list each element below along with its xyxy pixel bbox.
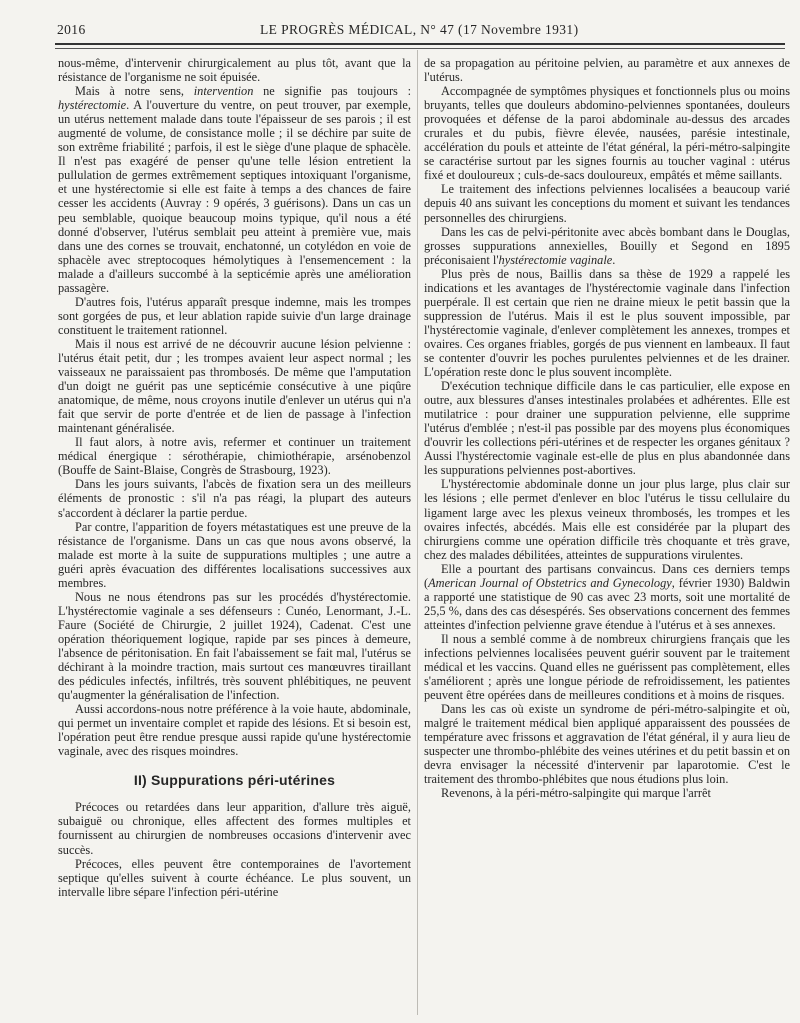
- paragraph: Plus près de nous, Baillis dans sa thèse de 1929 a rappelé les indications et les avantages de l'hystérectomie vaginale dans l'infection puerpérale. Il est certain que rien ne draine mieux le petit bassin que la suppression de l'utérus. Mais il est le plus souvent impossible, par l'hystérectomie vaginale, d'enlever complètement les annexes, trompes et ovaires. Ces organes friables, gorgés de pus viennent en lambeaux. Il faut se contenter d'ouvrir les poches purulentes pelviennes et de les drainer. L'opération reste donc le plus souvent incomplète.: [424, 266, 790, 380]
- right-column: [424, 56, 790, 800]
- paragraph: Précoces ou retardées dans leur apparition, d'allure très aiguë, subaiguë ou chronique, elles affectent des formes multiples et fournissent au chirurgien de nombreuses occasions d'intervenir avec succès.: [58, 800, 411, 857]
- paragraph: Mais il nous est arrivé de ne découvrir aucune lésion pelvienne : l'utérus était petit, dur ; les trompes avaient leur aspect normal ; les vaisseaux ne paraissaient pas thrombosés. De même que l'amputation d'un doigt ne guérit pas une septicémie consécutive à une piqûre anatomique, de même, nous croyons inutile d'enlever un utérus qui n'a fait que servir de porte d'entrée et de lien de passage à l'infection maintenant généralisée.: [58, 336, 411, 436]
- paragraph: Le traitement des infections pelviennes localisées a beaucoup varié depuis 40 ans suivant les conceptions du moment et suivant les tendances personnelles des chirurgiens.: [424, 182, 790, 225]
- paragraph: nous-même, d'intervenir chirurgicalement au plus tôt, avant que la résistance de l'organisme ne soit épuisée.: [58, 56, 411, 85]
- paragraph: Par contre, l'apparition de foyers métastatiques est une preuve de la résistance de l'organisme. Dans un cas que nous avons observé, la malade est morte à la suite de suppurations multiples ; une autre a guéri après évacuation des différentes localisations successives aux membres.: [58, 519, 411, 590]
- journal-title: American Journal of Obstetrics and Gynecology: [428, 575, 672, 590]
- paragraph: Dans les jours suivants, l'abcès de fixation sera un des meilleurs éléments de pronostic : s'il n'a pas réagi, la plupart des auteurs s'accordent à déclarer la partie perdue.: [58, 477, 411, 520]
- paragraph: Aussi accordons-nous notre préférence à la voie haute, abdominale, qui permet un inventaire complet et rapide des lésions. Et si besoin est, l'opération peut être rendue presque aussi rapide qu'une hystérectomie vaginale, avec des risques moindres.: [58, 702, 411, 759]
- running-title: LE PROGRÈS MÉDICAL, N° 47 (17 Novembre 1931): [260, 22, 579, 37]
- paragraph: Nous ne nous étendrons pas sur les procédés d'hystérectomie. L'hystérectomie vaginale a ses défenseurs : Cunéo, Lenormant, J.-L. Faure (Société de Chirurgie, 2 juillet 1924), Cadenat. C'est une opération théoriquement logique, rapide par ses pinces à demeure, l'absence de péritonisation. En fait l'abaissement se fait mal, l'utérus se déchirant à la moindre traction, mais surtout ces manœuvres tiraillant des pédicules infectés, infiltrés, très souvent phlébitiques, ne peuvent qu'augmenter la généralisation de l'infection.: [58, 589, 411, 703]
- paragraph: Accompagnée de symptômes physiques et fonctionnels plus ou moins bruyants, telles que douleurs abdomino-pelviennes spontanées, douleurs provoquées et défense de la paroi abdominale au-dessus des arcades crurales et du pubis, fièvre élevée, nausées, parésie intestinale, accélération du pouls et atteinte de l'état général, la péri-métro-salpingite se caractérise surtout par les signes fournis au toucher vaginal : utérus fixé et douloureux ; culs-de-sacs douloureux, empâtés et même saillants.: [424, 84, 790, 183]
- paragraph: D'autres fois, l'utérus apparaît presque indemne, mais les trompes sont gorgées de pus, et leur ablation rapide suivie d'un large drainage constituent le traitement rationnel.: [58, 294, 411, 337]
- section-heading: II) Suppurations péri-utérines: [133, 772, 336, 789]
- emphasis: hystérectomie: [58, 98, 127, 113]
- emphasis: intervention: [193, 84, 254, 99]
- paragraph: Précoces, elles peuvent être contemporaines de l'avortement septique qu'elles suivent à courte échéance. Le plus souvent, un intervalle libre sépare l'infection péri-utérine: [58, 856, 411, 899]
- paragraph: Mais à notre sens, intervention ne signifie pas toujours : hystérectomie. A l'ouverture du ventre, on peut trouver, par exemple, un utérus nettement malade dans toute l'épaisseur de ses parois ; il est augmenté de volume, de consistance molle ; il se déchire par suite de son extrême friabilité ; parfois, il est le siège d'une plaque de sphacèle. Il n'est pas exagéré de penser qu'une telle lésion entretient la pullulation de germes extrêmement septiques intoxiquant l'organisme, et une hystérectomie si elle est faite à temps a des chances de faire cesser les accidents (Auvray : 9 opérés, 3 guérisons). Dans un cas un peu semblable, quoique beaucoup moins typique, qu'il nous a été donné d'observer, l'utérus semblait peu atteint à première vue, mais dans une des cornes se trouvait, enchatonné, un cotylédon en voie de sphacèle avec streptocoques hémolytiques à l'ensemencement : la malade a d'ailleurs succombé à la septicémie après une amélioration passagère.: [58, 84, 412, 295]
- page-number: 2016: [57, 22, 86, 37]
- paragraph: Dans les cas de pelvi-péritonite avec abcès bombant dans le Douglas, grosses suppurations annexielles, Bouilly et Segond en 1895 préconisaient l'hystérectomie vaginale.: [424, 224, 790, 267]
- paragraph: Revenons, à la péri-métro-salpingite qui marque l'arrêt: [441, 786, 711, 801]
- paragraph: L'hystérectomie abdominale donne un jour plus large, plus clair sur les lésions ; elle permet d'enlever en bloc l'utérus le tissu cellulaire du ligament large avec les plexus veineux thrombosés, les trompes et les ovaires infectés, abcédés. Mais elle est considérée par la plupart des chirurgiens comme une opération difficile très choquante et très grave, chez des malades débilitées, atteintes de suppurations virulentes.: [424, 477, 790, 562]
- paragraph: D'exécution technique difficile dans le cas particulier, elle expose en outre, aux blessures d'anses intestinales prolabées et adhérentes. Elle est mutilatrice : pour drainer une suppuration pelvienne, elle supprime l'utérus d'emblée ; n'est-il pas possible par des moyens plus économiques d'ouvrir les collections péri-utérines et de respecter les organes génitaux ? Aussi l'hystérectomie vaginale est-elle de plus en plus abandonnée dans les suppurations pelviennes post-abortives.: [424, 379, 790, 478]
- paragraph: Il nous a semblé comme à de nombreux chirurgiens français que les infections pelviennes localisées peuvent guérir souvent par le traitement médical et les vaccins. Quand elles ne guérissent pas complètement, elles s'améliorent ; après une longue période de refroidissement, les patientes peuvent être opérées dans de meilleures conditions et à moins de risques.: [424, 631, 790, 703]
- left-column: [58, 56, 411, 899]
- paragraph: Dans les cas où existe un syndrome de péri-métro-salpingite et où, malgré le traitement médical bien appliqué apparaissent des poussées de température avec frissons et aggravation de l'état général, il y aura lieu de suspecter une thrombo-phlébite des veines utérines et du petit bassin et on devra envisager la nécessité d'intervenir par laparotomie. C'est le traitement des thrombo-phlébites que nous étudions plus loin.: [424, 702, 790, 787]
- header-rule: [55, 43, 785, 49]
- emphasis: hystérectomie vaginale: [498, 252, 613, 267]
- paragraph: Elle a pourtant des partisans convaincus. Dans ces derniers temps (American Journal of Obstetrics and Gynecology, février 1930) Baldwin a rapporté une statistique de 90 cas avec 23 morts, soit une mortalité de 25,5 %, dans des cas désespérés. Ses observations concernent des femmes atteintes d'infection pelvienne grave étendue à l'utérus et à ses annexes.: [424, 561, 790, 632]
- column-divider: [417, 50, 418, 1015]
- paragraph: de sa propagation au péritoine pelvien, au paramètre et aux annexes de l'utérus.: [424, 56, 790, 85]
- page-header: [55, 22, 785, 40]
- paragraph: Il faut alors, à notre avis, refermer et continuer un traitement médical énergique : sérothérapie, chimiothérapie, arsénobenzol (Bouffe de Saint-Blaise, Congrès de Strasbourg, 1923).: [58, 435, 411, 478]
